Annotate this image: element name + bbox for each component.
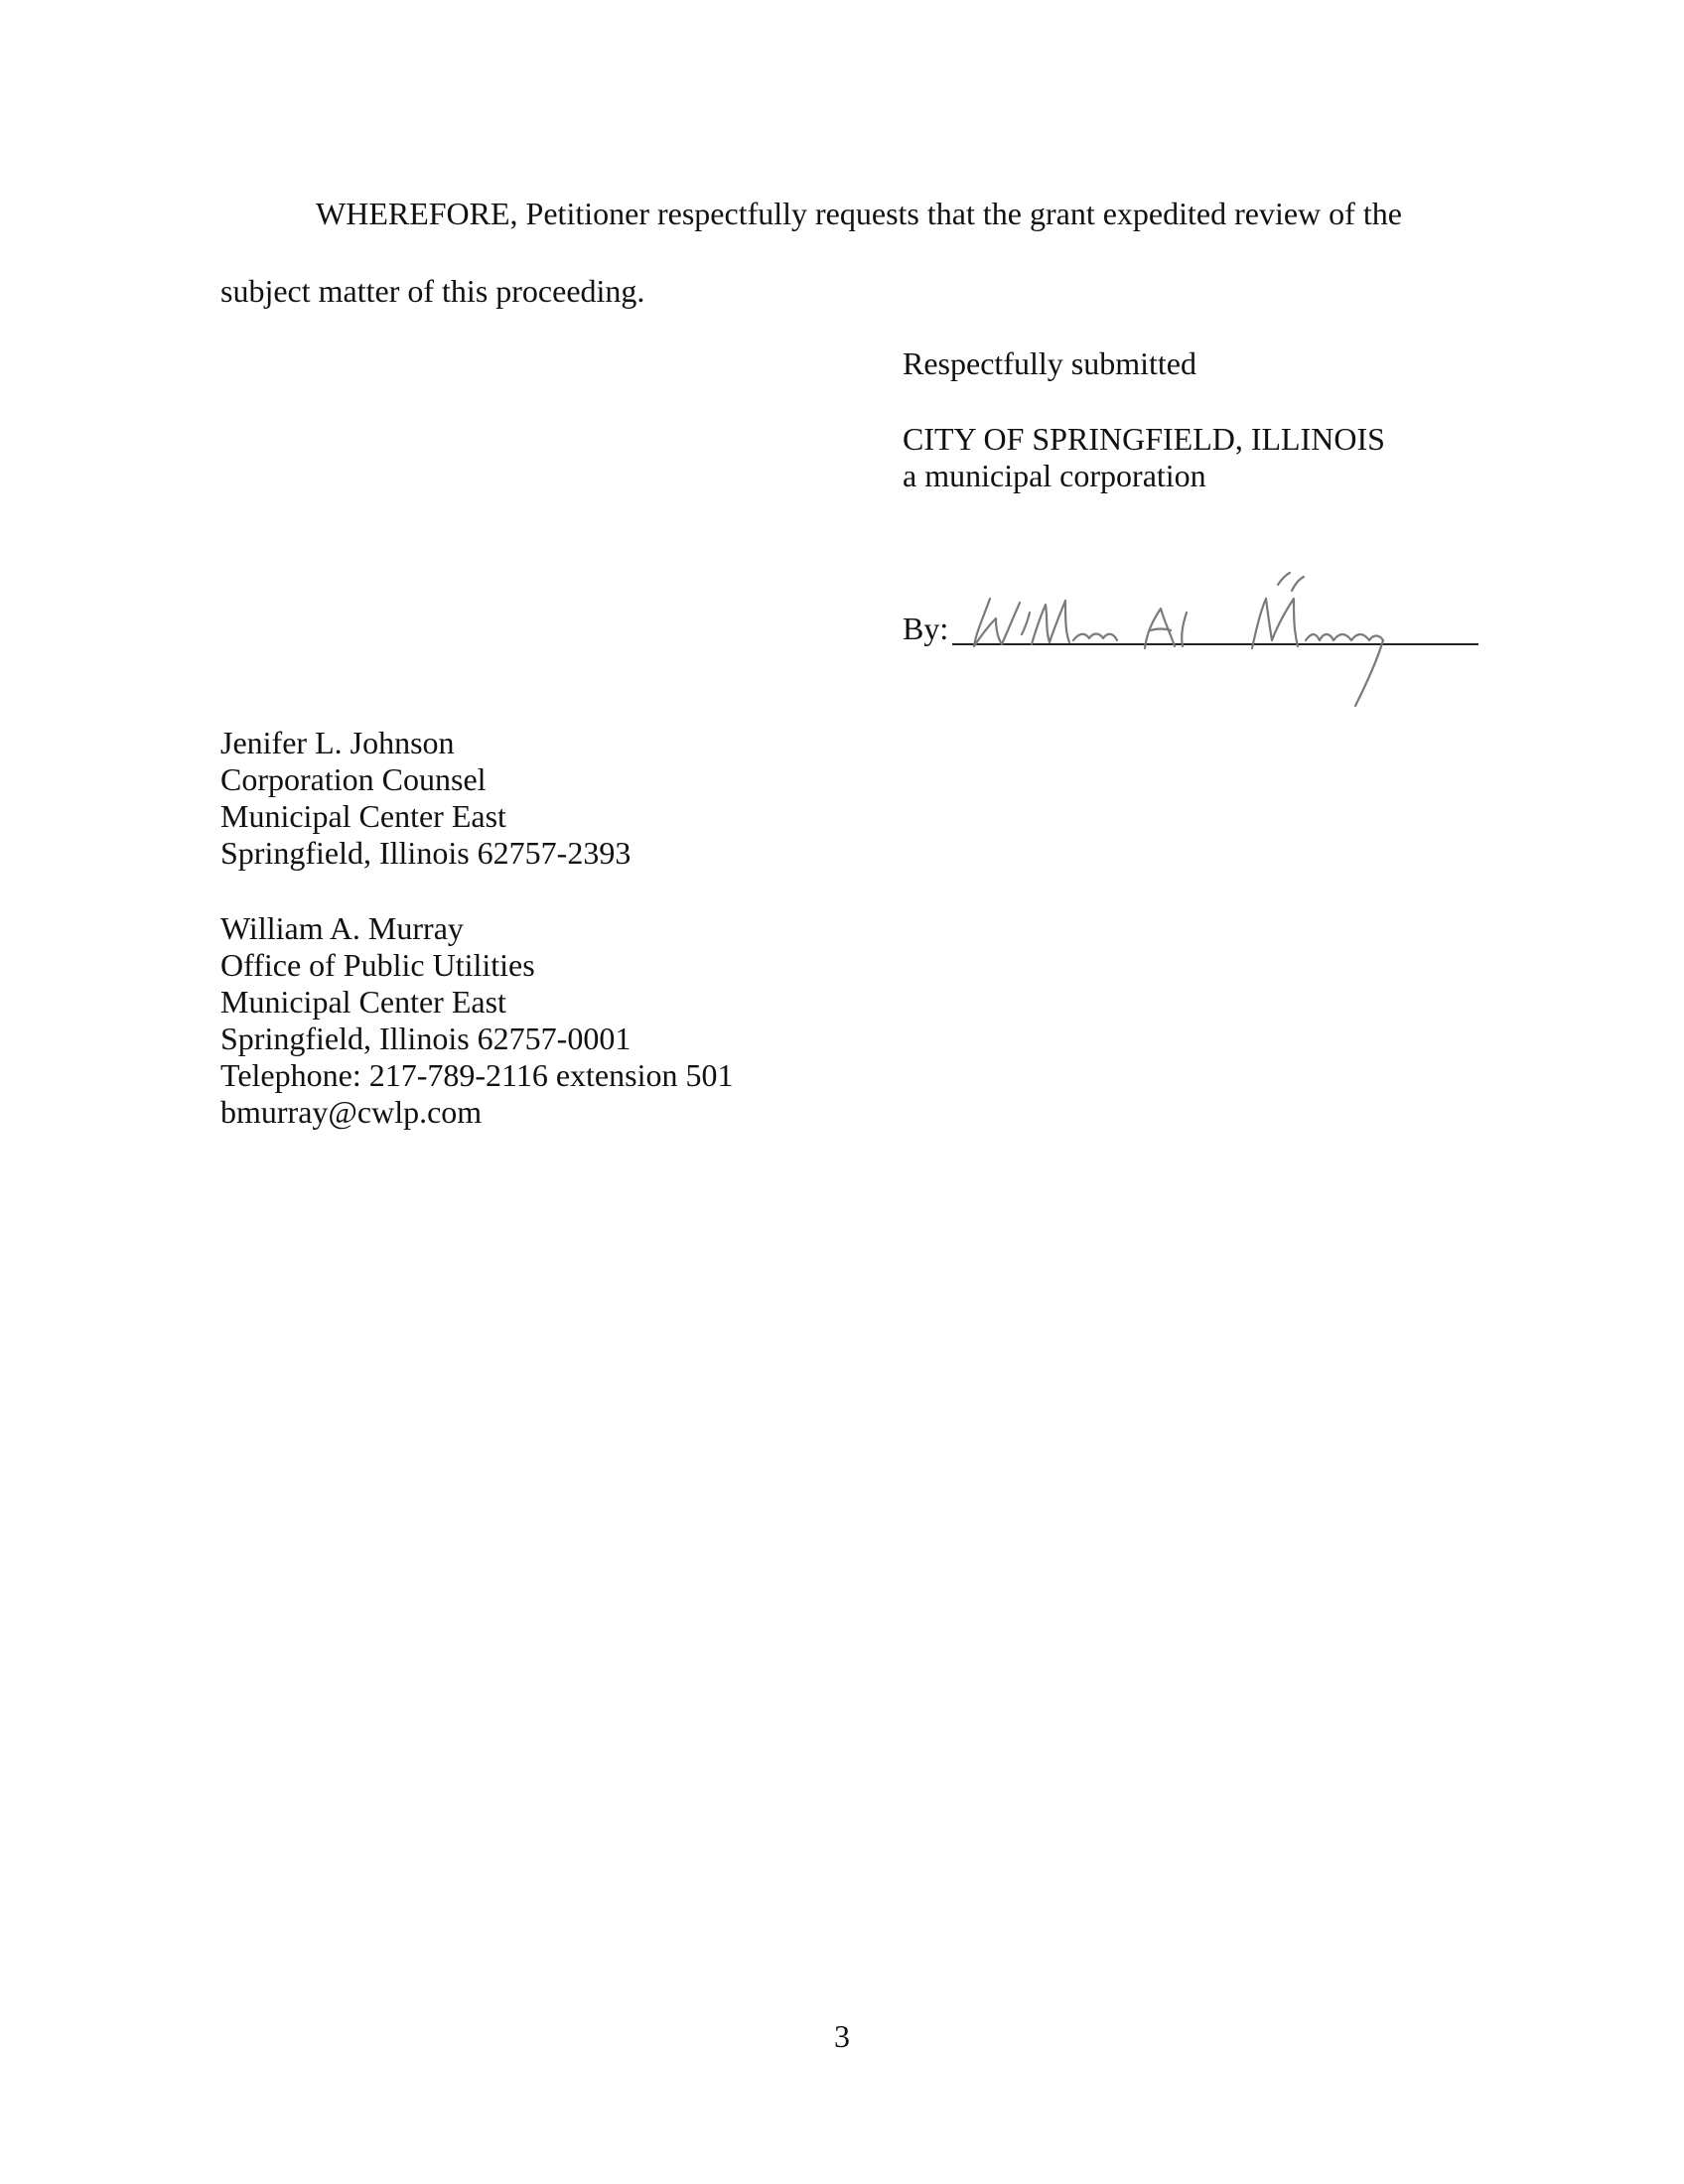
address-building: Municipal Center East [220,984,506,1020]
address-name: William A. Murray [220,910,464,946]
body-paragraph-line-1: WHEREFORE, Petitioner respectfully requests that the grant expedited review of the [316,196,1402,231]
by-label: By: [903,611,949,646]
page-number: 3 [834,2018,850,2054]
address-city: Springfield, Illinois 62757-2393 [220,835,632,871]
body-paragraph-line-2: subject matter of this proceeding. [220,273,645,309]
address-name: Jenifer L. Johnson [220,725,455,760]
address-phone: Telephone: 217-789-2116 extension 501 [220,1057,734,1093]
handwritten-signature [962,561,1478,720]
address-title: Office of Public Utilities [220,947,535,983]
address-email: bmurray@cwlp.com [220,1094,483,1130]
address-block-murray [220,910,733,1131]
organization-name: CITY OF SPRINGFIELD, ILLINOIS [903,421,1385,457]
address-building: Municipal Center East [220,798,506,834]
closing-text: Respectfully submitted [903,345,1196,381]
address-block-johnson [220,725,631,872]
organization-block [903,421,1385,494]
organization-type: a municipal corporation [903,458,1206,493]
signature-area [903,561,1478,720]
address-city: Springfield, Illinois 62757-0001 [220,1021,632,1056]
address-title: Corporation Counsel [220,761,487,797]
